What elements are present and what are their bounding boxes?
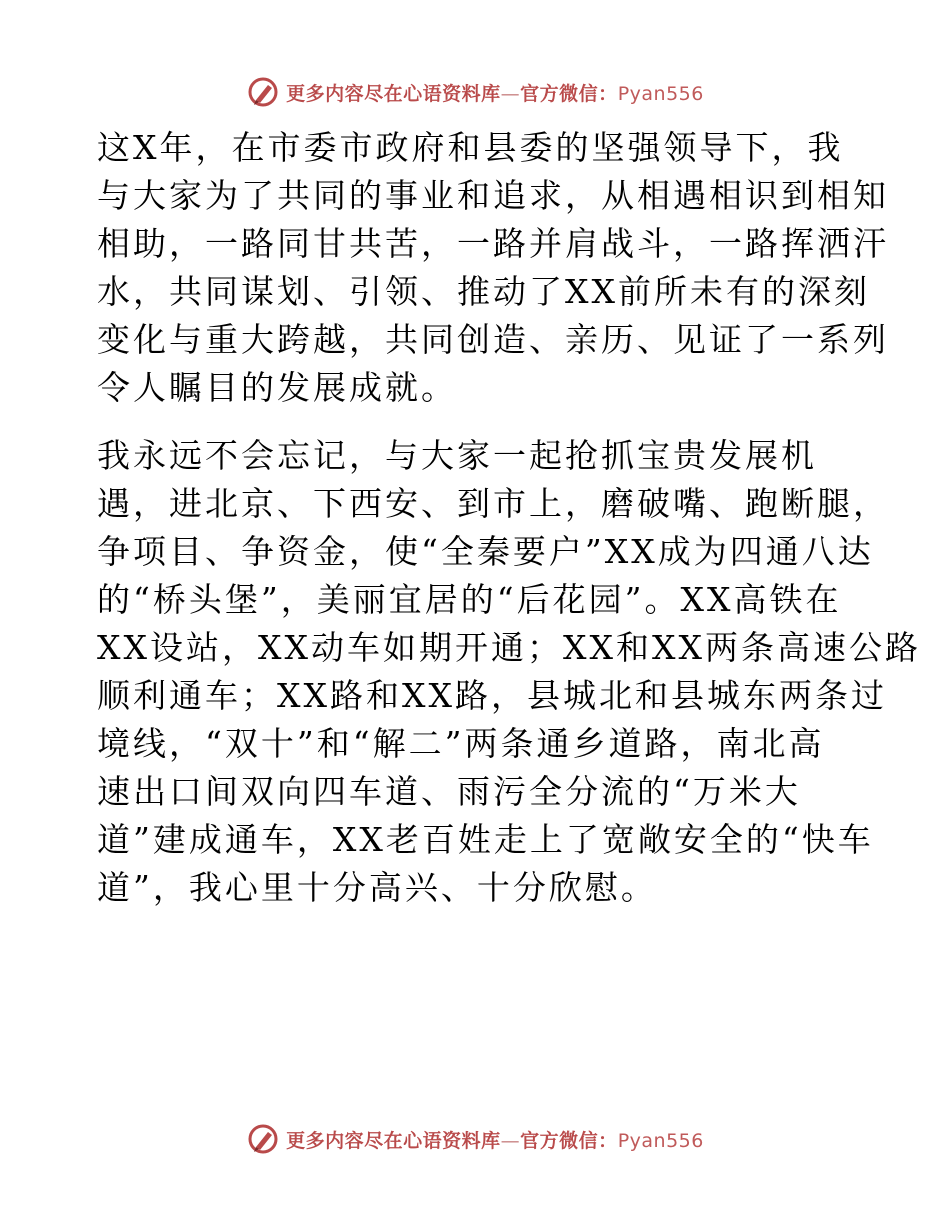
pen-logo-icon	[246, 1122, 280, 1156]
header-banner-text	[286, 79, 704, 106]
footer-banner-wechat-label: 官方微信：	[520, 1129, 618, 1152]
text-line: 争项目、争资金，使“全秦要户”XX成为四通八达	[97, 532, 874, 571]
text-line: 速出口间双向四车道、雨污全分流的“万米大	[97, 772, 801, 811]
text-line: 道”建成通车，XX老百姓走上了宽敞安全的“快车	[97, 820, 874, 859]
text-line: 相助，一路同甘共苦，一路并肩战斗，一路挥洒汗	[97, 224, 889, 263]
text-line: 与大家为了共同的事业和追求，从相遇相识到相知	[97, 176, 889, 215]
header-banner-dash: —	[500, 82, 521, 105]
footer-banner-text	[286, 1126, 704, 1153]
header-banner-account: Pyan556	[617, 82, 704, 105]
text-line: 水，共同谋划、引领、推动了XX前所未有的深刻	[97, 272, 870, 311]
footer-banner-dash: —	[500, 1129, 521, 1152]
header-banner-wechat-label: 官方微信：	[520, 82, 618, 105]
text-line: 令人瞩目的发展成就。	[97, 368, 457, 407]
text-line: 变化与重大跨越，共同创造、亲历、见证了一系列	[97, 320, 889, 359]
text-line: 顺利通车；XX路和XX路，县城北和县城东两条过	[97, 676, 887, 715]
text-line: 境线，“双十”和“解二”两条通乡道路，南北高	[97, 724, 825, 763]
header-banner-title: 更多内容尽在心语资料库	[286, 82, 501, 105]
footer-banner-title: 更多内容尽在心语资料库	[286, 1129, 501, 1152]
header-banner	[0, 72, 950, 112]
text-line: XX设站，XX动车如期开通；XX和XX两条高速公路	[97, 628, 921, 667]
pen-logo-icon	[246, 75, 280, 109]
text-line: 道”，我心里十分高兴、十分欣慰。	[97, 868, 657, 907]
text-line: 我永远不会忘记，与大家一起抢抓宝贵发展机	[97, 436, 817, 475]
text-line: 这X年，在市委市政府和县委的坚强领导下，我	[97, 128, 844, 167]
footer-banner-account: Pyan556	[617, 1129, 704, 1152]
footer-banner	[0, 1119, 950, 1159]
text-line: 的“桥头堡”，美丽宜居的“后花园”。XX高铁在	[97, 580, 842, 619]
document-body	[97, 124, 921, 932]
text-line: 遇，进北京、下西安、到市上，磨破嘴、跑断腿，	[97, 484, 889, 523]
paragraph-2	[97, 432, 921, 912]
paragraph-1	[97, 124, 889, 412]
